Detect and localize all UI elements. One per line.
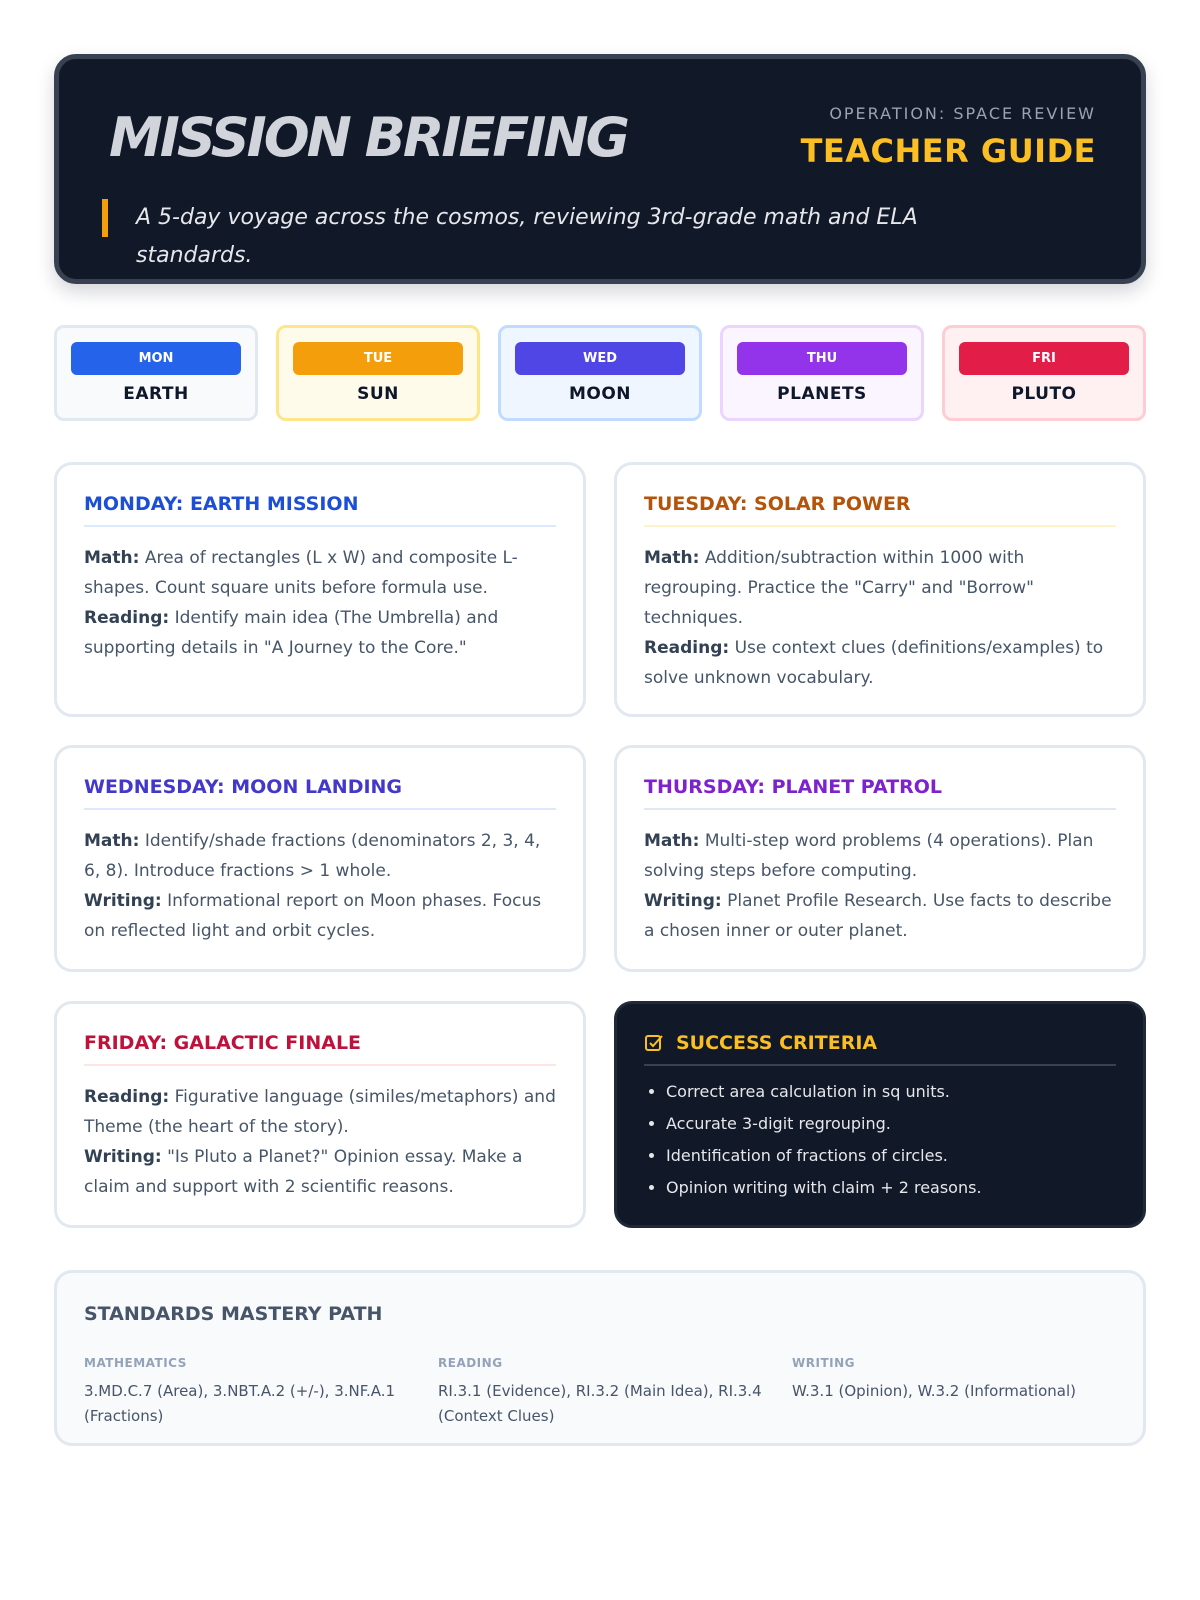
tuesday-title: TUESDAY: SOLAR POWER xyxy=(644,491,1116,527)
wednesday-card xyxy=(54,745,586,972)
subject-label: Math: xyxy=(84,831,140,851)
subject-label: Writing: xyxy=(644,891,722,911)
monday-body xyxy=(84,543,556,663)
writing-line xyxy=(84,1142,556,1202)
subject-label: Reading: xyxy=(644,638,730,658)
day-destination: PLANETS xyxy=(777,384,867,404)
day-chip-thu xyxy=(720,325,924,421)
header-meta xyxy=(801,103,1096,171)
standards-writing xyxy=(792,1355,1132,1404)
day-badge: MON xyxy=(71,342,241,375)
reading-line xyxy=(84,603,556,663)
subject-text: Use context clues (definitions/examples) to solve unknown vocabulary. xyxy=(644,638,1104,688)
standards-column-label: WRITING xyxy=(792,1356,855,1370)
day-badge: TUE xyxy=(293,342,463,375)
success-criteria-title: SUCCESS CRITERIA xyxy=(676,1032,878,1054)
subject-label: Reading: xyxy=(84,1087,170,1107)
tuesday-body xyxy=(644,543,1116,693)
standards-panel xyxy=(54,1270,1146,1446)
success-criteria-header xyxy=(644,1030,1116,1066)
reading-line xyxy=(84,1082,556,1142)
day-destination: PLUTO xyxy=(1011,384,1077,404)
thursday-body xyxy=(644,826,1116,946)
day-chip-mon xyxy=(54,325,258,421)
wednesday-body xyxy=(84,826,556,946)
writing-line xyxy=(84,886,556,946)
math-line xyxy=(644,543,1116,633)
reading-line xyxy=(644,633,1116,693)
subject-text: Area of rectangles (L x W) and composite L-shapes. Count square units before formula use. xyxy=(84,548,518,598)
mission-header xyxy=(54,54,1146,284)
subject-label: Reading: xyxy=(84,608,170,628)
tuesday-card xyxy=(614,462,1146,717)
thursday-card xyxy=(614,745,1146,972)
day-chip-fri xyxy=(942,325,1146,421)
subject-text: Figurative language (similes/metaphors) and Theme (the heart of the story). xyxy=(84,1087,556,1137)
friday-card xyxy=(54,1001,586,1228)
subject-text: Addition/subtraction within 1000 with regrouping. Practice the "Carry" and "Borrow" techniques. xyxy=(644,548,1034,628)
list-item: • Accurate 3-digit regrouping. xyxy=(666,1108,1116,1140)
math-line xyxy=(84,543,556,603)
math-line xyxy=(84,826,556,886)
checkbox-icon xyxy=(644,1033,664,1053)
standards-title: STANDARDS MASTERY PATH xyxy=(84,1303,383,1325)
standards-column-value: RI.3.1 (Evidence), RI.3.2 (Main Idea), RI.3.4 (Context Clues) xyxy=(438,1382,762,1425)
day-destination: SUN xyxy=(357,384,399,404)
standards-column-label: READING xyxy=(438,1356,503,1370)
subject-label: Math: xyxy=(644,831,700,851)
day-destination: EARTH xyxy=(123,384,189,404)
day-destination: MOON xyxy=(568,384,632,404)
subject-label: Math: xyxy=(84,548,140,568)
friday-title: FRIDAY: GALACTIC FINALE xyxy=(84,1030,556,1066)
list-item: • Identification of fractions of circles. xyxy=(666,1140,1116,1172)
subject-label: Math: xyxy=(644,548,700,568)
subject-label: Writing: xyxy=(84,1147,162,1167)
standards-column-value: W.3.1 (Opinion), W.3.2 (Informational) xyxy=(792,1382,1076,1400)
standards-reading xyxy=(438,1355,778,1429)
subject-text: Identify main idea (The Umbrella) and supporting details in "A Journey to the Core." xyxy=(84,608,499,658)
standards-math xyxy=(84,1355,424,1429)
day-badge: FRI xyxy=(959,342,1129,375)
monday-title: MONDAY: EARTH MISSION xyxy=(84,491,556,527)
day-chip-tue xyxy=(276,325,480,421)
subject-text: Identify/shade fractions (denominators 2, 3, 4, 6, 8). Introduce fractions > 1 whole. xyxy=(84,831,541,881)
subject-text: "Is Pluto a Planet?" Opinion essay. Make a claim and support with 2 scientific reasons. xyxy=(84,1147,523,1197)
writing-line xyxy=(644,886,1116,946)
page-title: MISSION BRIEFING xyxy=(109,106,627,169)
guide-type-label: TEACHER GUIDE xyxy=(800,132,1096,170)
list-item: • Correct area calculation in sq units. xyxy=(666,1076,1116,1108)
operation-label: OPERATION: SPACE REVIEW xyxy=(829,104,1096,123)
monday-card xyxy=(54,462,586,717)
list-item: • Opinion writing with claim + 2 reasons. xyxy=(666,1172,1116,1204)
day-chip-wed xyxy=(498,325,702,421)
tagline: A 5-day voyage across the cosmos, reviewing 3rd-grade math and ELA standards. xyxy=(102,199,1032,237)
friday-body xyxy=(84,1082,556,1202)
subject-text: Planet Profile Research. Use facts to describe a chosen inner or outer planet. xyxy=(644,891,1112,941)
wednesday-title: WEDNESDAY: MOON LANDING xyxy=(84,774,556,810)
math-line xyxy=(644,826,1116,886)
day-badge: THU xyxy=(737,342,907,375)
subject-label: Writing: xyxy=(84,891,162,911)
standards-column-value: 3.MD.C.7 (Area), 3.NBT.A.2 (+/-), 3.NF.A.1 (Fractions) xyxy=(84,1382,396,1425)
thursday-title: THURSDAY: PLANET PATROL xyxy=(644,774,1116,810)
day-badge: WED xyxy=(515,342,685,375)
criteria-list xyxy=(644,1076,1116,1204)
subject-text: Informational report on Moon phases. Focus on reflected light and orbit cycles. xyxy=(84,891,542,941)
standards-column-label: MATHEMATICS xyxy=(84,1356,187,1370)
subject-text: Multi-step word problems (4 operations). Plan solving steps before computing. xyxy=(644,831,1094,881)
success-criteria-card xyxy=(614,1001,1146,1228)
